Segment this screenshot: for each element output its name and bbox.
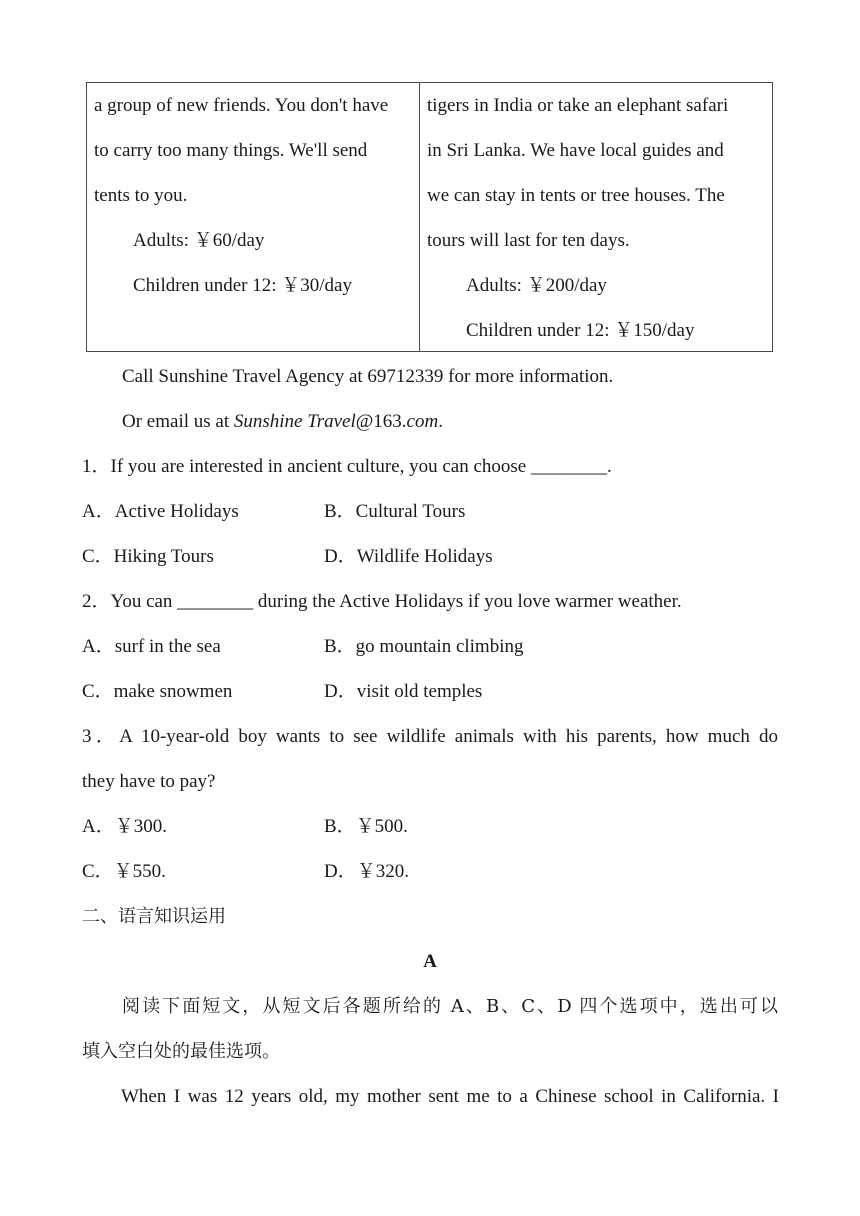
email-prefix: Or email us at [122,411,234,432]
table-divider [419,83,420,351]
table-right-line: tigers in India or take an elephant safari [427,95,729,116]
tour-info-table [86,82,773,352]
q1-option-a: A．Active Holidays [82,501,239,522]
contact-call: Call Sunshine Travel Agency at 69712339 for more information. [122,366,614,387]
table-right-line: we can stay in tents or tree houses. The [427,185,725,206]
section-title: 二、语言知识运用 [82,906,226,927]
q1-option-b: B．Cultural Tours [324,501,466,522]
q3-option-b: B．￥500. [324,816,408,837]
email-tld: com [406,411,439,432]
table-left-line: tents to you. [94,185,188,206]
q2-option-b: B．go mountain climbing [324,636,524,657]
q2-option-c: C．make snowmen [82,681,233,702]
table-right-line: tours will last for ten days. [427,230,630,251]
passage-line1: When I was 12 years old, my mother sent me to a Chinese school in California. I [121,1086,779,1107]
email-name: Sunshine Travel [233,411,356,432]
table-left-line: a group of new friends. You don't have [94,95,389,116]
q3-option-c: C．￥550. [82,861,166,882]
right-adult-price: Adults: ￥200/day [466,275,607,296]
instruction-line2: 填入空白处的最佳选项。 [82,1041,280,1062]
question-1-stem: 1．If you are interested in ancient culture, you can choose ________. [82,456,612,477]
table-right-line: in Sri Lanka. We have local guides and [427,140,724,161]
instruction-line1: 阅读下面短文，从短文后各题所给的 A、B、C、D 四个选项中，选出可以 [122,996,778,1017]
table-left-line: to carry too many things. We'll send [94,140,368,161]
q1-option-c: C．Hiking Tours [82,546,214,567]
left-adult-price: Adults: ￥60/day [133,230,265,251]
right-child-price: Children under 12: ￥150/day [466,320,695,341]
email-domain: @163. [355,411,407,432]
question-3-stem-line1: 3．A 10-year-old boy wants to see wildlife animals with his parents, how much do [82,726,778,747]
q3-option-d: D．￥320. [324,861,409,882]
q2-option-a: A．surf in the sea [82,636,221,657]
left-child-price: Children under 12: ￥30/day [133,275,352,296]
q2-option-d: D．visit old temples [324,681,483,702]
email-suffix: . [438,411,443,432]
question-2-stem: 2．You can ________ during the Active Holidays if you love warmer weather. [82,591,682,612]
contact-email [122,410,443,434]
q3-option-a: A．￥300. [82,816,167,837]
question-3-stem-line2: they have to pay? [82,771,216,792]
q1-option-d: D．Wildlife Holidays [324,546,493,567]
part-heading: A [423,951,437,972]
